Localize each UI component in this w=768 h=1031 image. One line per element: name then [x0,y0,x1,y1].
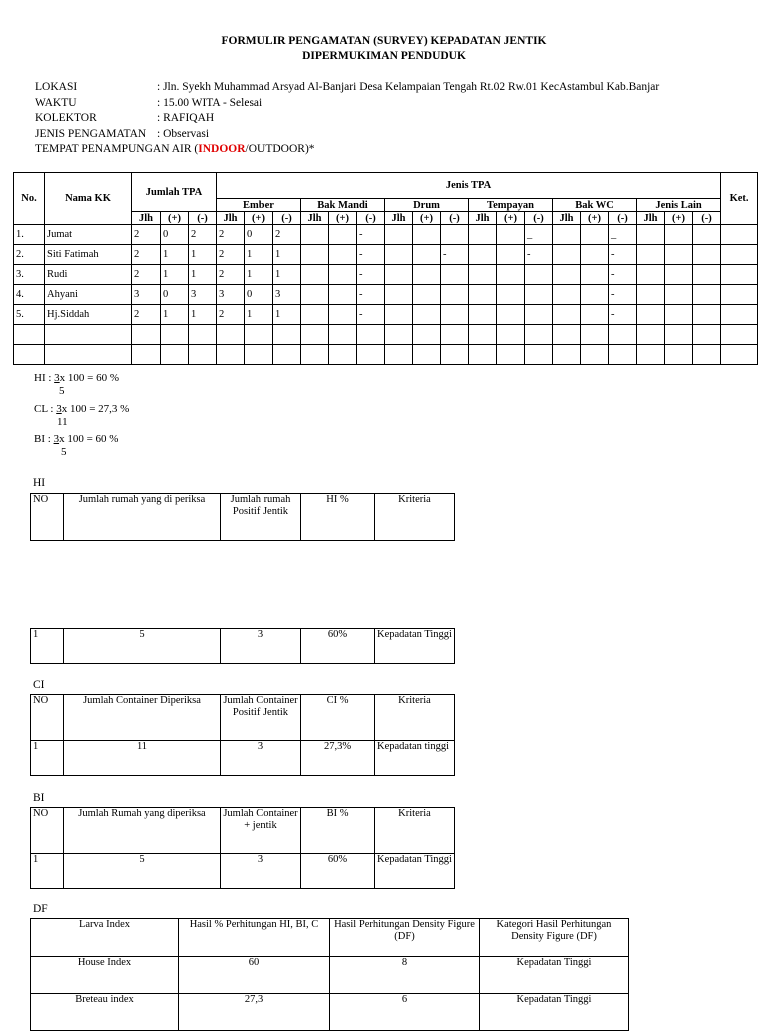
table-row [14,245,758,265]
calc-hi-num: 3 [54,372,60,384]
table-cell: - [441,245,469,265]
table-cell: - [609,245,637,265]
table-cell: 1 [189,245,217,265]
calc-cl-den: 11 [57,416,68,428]
bi-section-label: BI [33,792,45,804]
table-cell [721,225,758,245]
table-cell [525,265,553,285]
table-cell: 1. [14,225,45,245]
bi-cell-container: 3 [221,854,301,889]
table-cell [329,345,357,365]
df-cell-hasil: 27,3 [179,994,330,1031]
table-cell [721,345,758,365]
table-cell: 2. [14,245,45,265]
table-cell [357,325,385,345]
table-row [14,325,758,345]
ci-header-percent: CI % [301,695,375,741]
table-cell [329,285,357,305]
hi-cell-kriteria: Kepadatan Tinggi [375,629,455,664]
table-cell [45,345,132,365]
table-cell [301,225,329,245]
calc-cl-rest: x 100 = 27,3 % [61,403,130,415]
table-cell [721,325,758,345]
header-sub: (-) [273,212,301,225]
info-jenis [35,127,659,143]
table-cell [693,285,721,305]
header-sub: Jlh [469,212,497,225]
df-section-label: DF [33,903,48,915]
header-sub: (+) [413,212,441,225]
table-cell [553,245,581,265]
table-cell [301,285,329,305]
table-cell [693,245,721,265]
table-cell [665,285,693,305]
ci-cell-container: 11 [64,741,221,776]
table-cell [441,345,469,365]
hi-section-label: HI [33,477,46,489]
table-cell [132,345,161,365]
table-cell [581,325,609,345]
table-cell [217,345,245,365]
lokasi-label: LOKASI [35,81,78,93]
table-cell: 0 [161,225,189,245]
table-cell [301,305,329,325]
waktu-label: WAKTU [35,96,77,109]
table-cell: Rudi [45,265,132,285]
header-sub: (-) [357,212,385,225]
calc-hi-den: 5 [59,385,65,397]
header-group: Bak Mandi [301,199,385,212]
table-cell [553,305,581,325]
table-cell [469,305,497,325]
table-cell [161,325,189,345]
table-cell [665,325,693,345]
header-group: Jenis Lain [637,199,721,212]
table-cell: 2 [132,245,161,265]
df-cell-larva: Breteau index [31,994,179,1031]
table-cell [581,225,609,245]
table-cell: Jumat [45,225,132,245]
table-row [14,225,758,245]
bi-header-percent: BI % [301,808,375,854]
bi-table [30,807,455,889]
table-cell [413,245,441,265]
table-cell [469,345,497,365]
table-cell [132,325,161,345]
table-cell: Hj.Siddah [45,305,132,325]
table-cell [469,265,497,285]
table-cell [581,305,609,325]
table-cell [693,325,721,345]
table-cell: - [357,245,385,265]
table-cell [301,325,329,345]
jenis-value: : Observasi [157,127,210,140]
survey-table [13,172,758,365]
table-cell [721,305,758,325]
table-cell [497,325,525,345]
table-cell: _ [609,225,637,245]
table-cell [581,265,609,285]
table-cell [497,225,525,245]
table-cell: 0 [245,285,273,305]
table-cell [609,345,637,365]
df-cell-kategori: Kepadatan Tinggi [480,957,629,994]
table-cell: 1 [245,265,273,285]
table-cell [385,305,413,325]
table-cell: 1 [161,245,189,265]
table-cell [469,225,497,245]
table-cell: 2 [217,245,245,265]
df-cell-hasil: 60 [179,957,330,994]
ci-header-container: Jumlah Container Diperiksa [64,695,221,741]
kolektor-value: : RAFIQAH [157,112,215,124]
header-jenis-tpa: Jenis TPA [217,173,721,199]
table-cell [665,305,693,325]
table-cell [469,325,497,345]
table-cell: 1 [189,305,217,325]
table-cell [385,345,413,365]
table-cell: - [609,305,637,325]
header-sub: Jlh [301,212,329,225]
table-cell [329,265,357,285]
calc-hi-prefix: HI : [34,372,55,384]
table-cell [637,265,665,285]
table-cell [413,345,441,365]
info-block [35,80,659,158]
table-cell [14,325,45,345]
hi-cell-no: 1 [31,629,64,664]
table-cell [553,345,581,365]
table-cell [637,285,665,305]
table-cell: 1 [161,305,189,325]
table-cell [693,305,721,325]
lokasi-value: : Jln. Syekh Muhammad Arsyad Al-Banjari Desa Kelampaian Tengah Rt.02 Rw.01 KecAstambul Kab.Banjar [157,81,660,93]
table-cell [273,325,301,345]
df-cell-kategori: Kepadatan Tinggi [480,994,629,1031]
table-cell: - [357,285,385,305]
header-sub: (+) [497,212,525,225]
table-row [14,305,758,325]
calc-cl-num: 3 [56,403,62,415]
header-sub: (-) [441,212,469,225]
hi-cell-positif: 3 [221,629,301,664]
table-cell [525,325,553,345]
calc-bi-prefix: BI : [34,433,54,445]
tempat-pre: TEMPAT PENAMPUNGAN AIR ( [35,143,199,155]
hi-data-table [30,628,455,664]
table-cell: - [609,265,637,285]
table-cell: 2 [273,225,301,245]
header-ket: Ket. [721,173,758,225]
bi-cell-rumah: 5 [64,854,221,889]
header-nama-kk: Nama KK [45,173,132,225]
table-cell [301,265,329,285]
ci-cell-kriteria: Kepadatan tinggi [375,741,455,776]
table-cell [637,325,665,345]
header-jumlah-tpa: Jumlah TPA [132,173,217,212]
hi-header-kriteria: Kriteria [375,494,455,541]
info-kolektor [35,111,659,127]
form-title: FORMULIR PENGAMATAN (SURVEY) KEPADATAN JENTIK [221,35,547,47]
table-cell [357,345,385,365]
table-cell [189,345,217,365]
table-cell [329,245,357,265]
ci-cell-percent: 27,3% [301,741,375,776]
form-subtitle: DIPERMUKIMAN PENDUDUK [302,50,466,62]
table-cell [581,245,609,265]
table-cell [161,345,189,365]
table-cell [413,225,441,245]
hi-header-rumah: Jumlah rumah yang di periksa [64,494,221,541]
table-cell [553,225,581,245]
header-sub: (+) [329,212,357,225]
header-group: Bak WC [553,199,637,212]
hi-header-positif: Jumlah rumah Positif Jentik [221,494,301,541]
table-cell [469,245,497,265]
header-sub: Jlh [637,212,665,225]
table-cell [553,285,581,305]
table-cell [693,225,721,245]
table-cell: 1 [273,265,301,285]
table-cell: 1 [245,245,273,265]
table-cell [581,285,609,305]
df-header-density: Hasil Perhitungan Density Figure (DF) [330,919,480,957]
table-cell [273,345,301,365]
table-cell: - [357,305,385,325]
bi-header-kriteria: Kriteria [375,808,455,854]
table-cell: 2 [132,305,161,325]
info-lokasi [35,80,659,96]
ci-table [30,694,455,776]
table-cell [665,345,693,365]
table-cell [441,325,469,345]
hi-cell-rumah: 5 [64,629,221,664]
table-cell [45,325,132,345]
table-cell: 0 [245,225,273,245]
table-cell [385,245,413,265]
table-cell [637,345,665,365]
table-cell: 2 [189,225,217,245]
table-cell [525,285,553,305]
table-cell: 3 [189,285,217,305]
header-sub: Jlh [217,212,245,225]
table-cell [189,325,217,345]
table-cell [581,345,609,365]
header-sub: Jlh [385,212,413,225]
table-cell [329,325,357,345]
hi-header-percent: HI % [301,494,375,541]
table-cell [301,345,329,365]
header-sub: (-) [693,212,721,225]
table-cell [441,305,469,325]
table-cell: 1 [273,305,301,325]
table-cell [665,225,693,245]
table-cell [497,345,525,365]
table-cell: 3. [14,265,45,285]
table-cell [385,265,413,285]
table-cell [553,265,581,285]
table-cell: 2 [217,225,245,245]
info-tempat [35,142,659,158]
ci-cell-positif: 3 [221,741,301,776]
table-cell: _ [525,225,553,245]
table-cell [525,305,553,325]
df-cell-density: 8 [330,957,480,994]
bi-cell-percent: 60% [301,854,375,889]
bi-header-rumah: Jumlah Rumah yang diperiksa [64,808,221,854]
table-cell [329,225,357,245]
table-cell [413,265,441,285]
table-cell: 1 [245,305,273,325]
table-cell [385,325,413,345]
df-table [30,918,629,1031]
table-cell [721,265,758,285]
table-cell [413,305,441,325]
ci-header-positif: Jumlah Container Positif Jentik [221,695,301,741]
table-cell: - [357,225,385,245]
table-cell [469,285,497,305]
table-cell [413,325,441,345]
header-sub: (-) [525,212,553,225]
table-cell [385,285,413,305]
header-group: Ember [217,199,301,212]
table-cell: 1 [273,245,301,265]
df-header-kategori: Kategori Hasil Perhitungan Density Figure (DF) [480,919,629,957]
tempat-post: /OUTDOOR)* [245,143,315,155]
header-no: No. [14,173,45,225]
table-cell [301,245,329,265]
table-cell [553,325,581,345]
table-row [14,345,758,365]
table-cell: 3 [132,285,161,305]
table-cell [637,225,665,245]
calc-cl-prefix: CL : [34,403,57,415]
calc-bi-rest: x 100 = 60 % [59,433,119,445]
table-cell: 4. [14,285,45,305]
calc-bi-num: 3 [53,433,60,445]
df-cell-density: 6 [330,994,480,1031]
table-cell [497,245,525,265]
calc-cl [34,403,129,429]
table-cell [609,325,637,345]
table-cell [217,325,245,345]
jenis-label: JENIS PENGAMATAN [35,127,147,140]
table-cell: - [525,245,553,265]
header-sub: (-) [609,212,637,225]
kolektor-label: KOLEKTOR [35,112,97,124]
df-header-hasil: Hasil % Perhitungan HI, BI, C [179,919,330,957]
header-sub: (+) [245,212,273,225]
table-cell [245,345,273,365]
table-cell [413,285,441,305]
df-cell-larva: House Index [31,957,179,994]
ci-section-label: CI [33,679,45,691]
table-cell [665,245,693,265]
table-cell [637,305,665,325]
table-cell [385,225,413,245]
header-sub: (-) [189,212,217,225]
ci-header-kriteria: Kriteria [375,695,455,741]
table-cell: - [609,285,637,305]
table-cell [497,285,525,305]
table-cell [693,345,721,365]
table-cell [441,285,469,305]
table-cell [721,285,758,305]
table-cell: 2 [217,305,245,325]
table-cell [441,225,469,245]
table-cell [637,245,665,265]
waktu-value: : 15.00 WITA - Selesai [157,96,263,109]
hi-header-no: NO [31,494,64,541]
header-sub: (+) [665,212,693,225]
header-sub: Jlh [132,212,161,225]
calc-bi-den: 5 [61,446,67,458]
header-sub: Jlh [553,212,581,225]
table-cell [693,265,721,285]
header-group: Tempayan [469,199,553,212]
table-cell [497,305,525,325]
bi-cell-no: 1 [31,854,64,889]
header-sub: (+) [581,212,609,225]
table-cell: - [357,265,385,285]
calc-hi [34,372,119,398]
info-waktu [35,96,659,112]
table-cell: 2 [217,265,245,285]
ci-cell-no: 1 [31,741,64,776]
bi-header-no: NO [31,808,64,854]
table-cell: 3 [273,285,301,305]
table-cell [497,265,525,285]
table-cell: 5. [14,305,45,325]
table-cell [14,345,45,365]
table-cell: 0 [161,285,189,305]
table-cell: 1 [161,265,189,285]
table-cell [525,345,553,365]
table-cell [665,265,693,285]
table-cell [441,265,469,285]
table-cell [721,245,758,265]
table-cell [329,305,357,325]
header-sub: (+) [161,212,189,225]
table-cell: 2 [132,225,161,245]
table-row [14,285,758,305]
table-cell: Siti Fatimah [45,245,132,265]
table-cell: 2 [132,265,161,285]
calc-hi-rest: x 100 = 60 % [59,372,120,384]
header-group: Drum [385,199,469,212]
calc-bi [34,433,118,459]
bi-cell-kriteria: Kepadatan Tinggi [375,854,455,889]
hi-cell-percent: 60% [301,629,375,664]
tempat-indoor: INDOOR [198,143,246,155]
hi-header-table [30,493,455,541]
table-cell: Ahyani [45,285,132,305]
table-cell: 1 [189,265,217,285]
table-cell [245,325,273,345]
bi-header-container: Jumlah Container + jentik [221,808,301,854]
df-header-larva: Larva Index [31,919,179,957]
table-row [14,265,758,285]
ci-header-no: NO [31,695,64,741]
table-cell: 3 [217,285,245,305]
